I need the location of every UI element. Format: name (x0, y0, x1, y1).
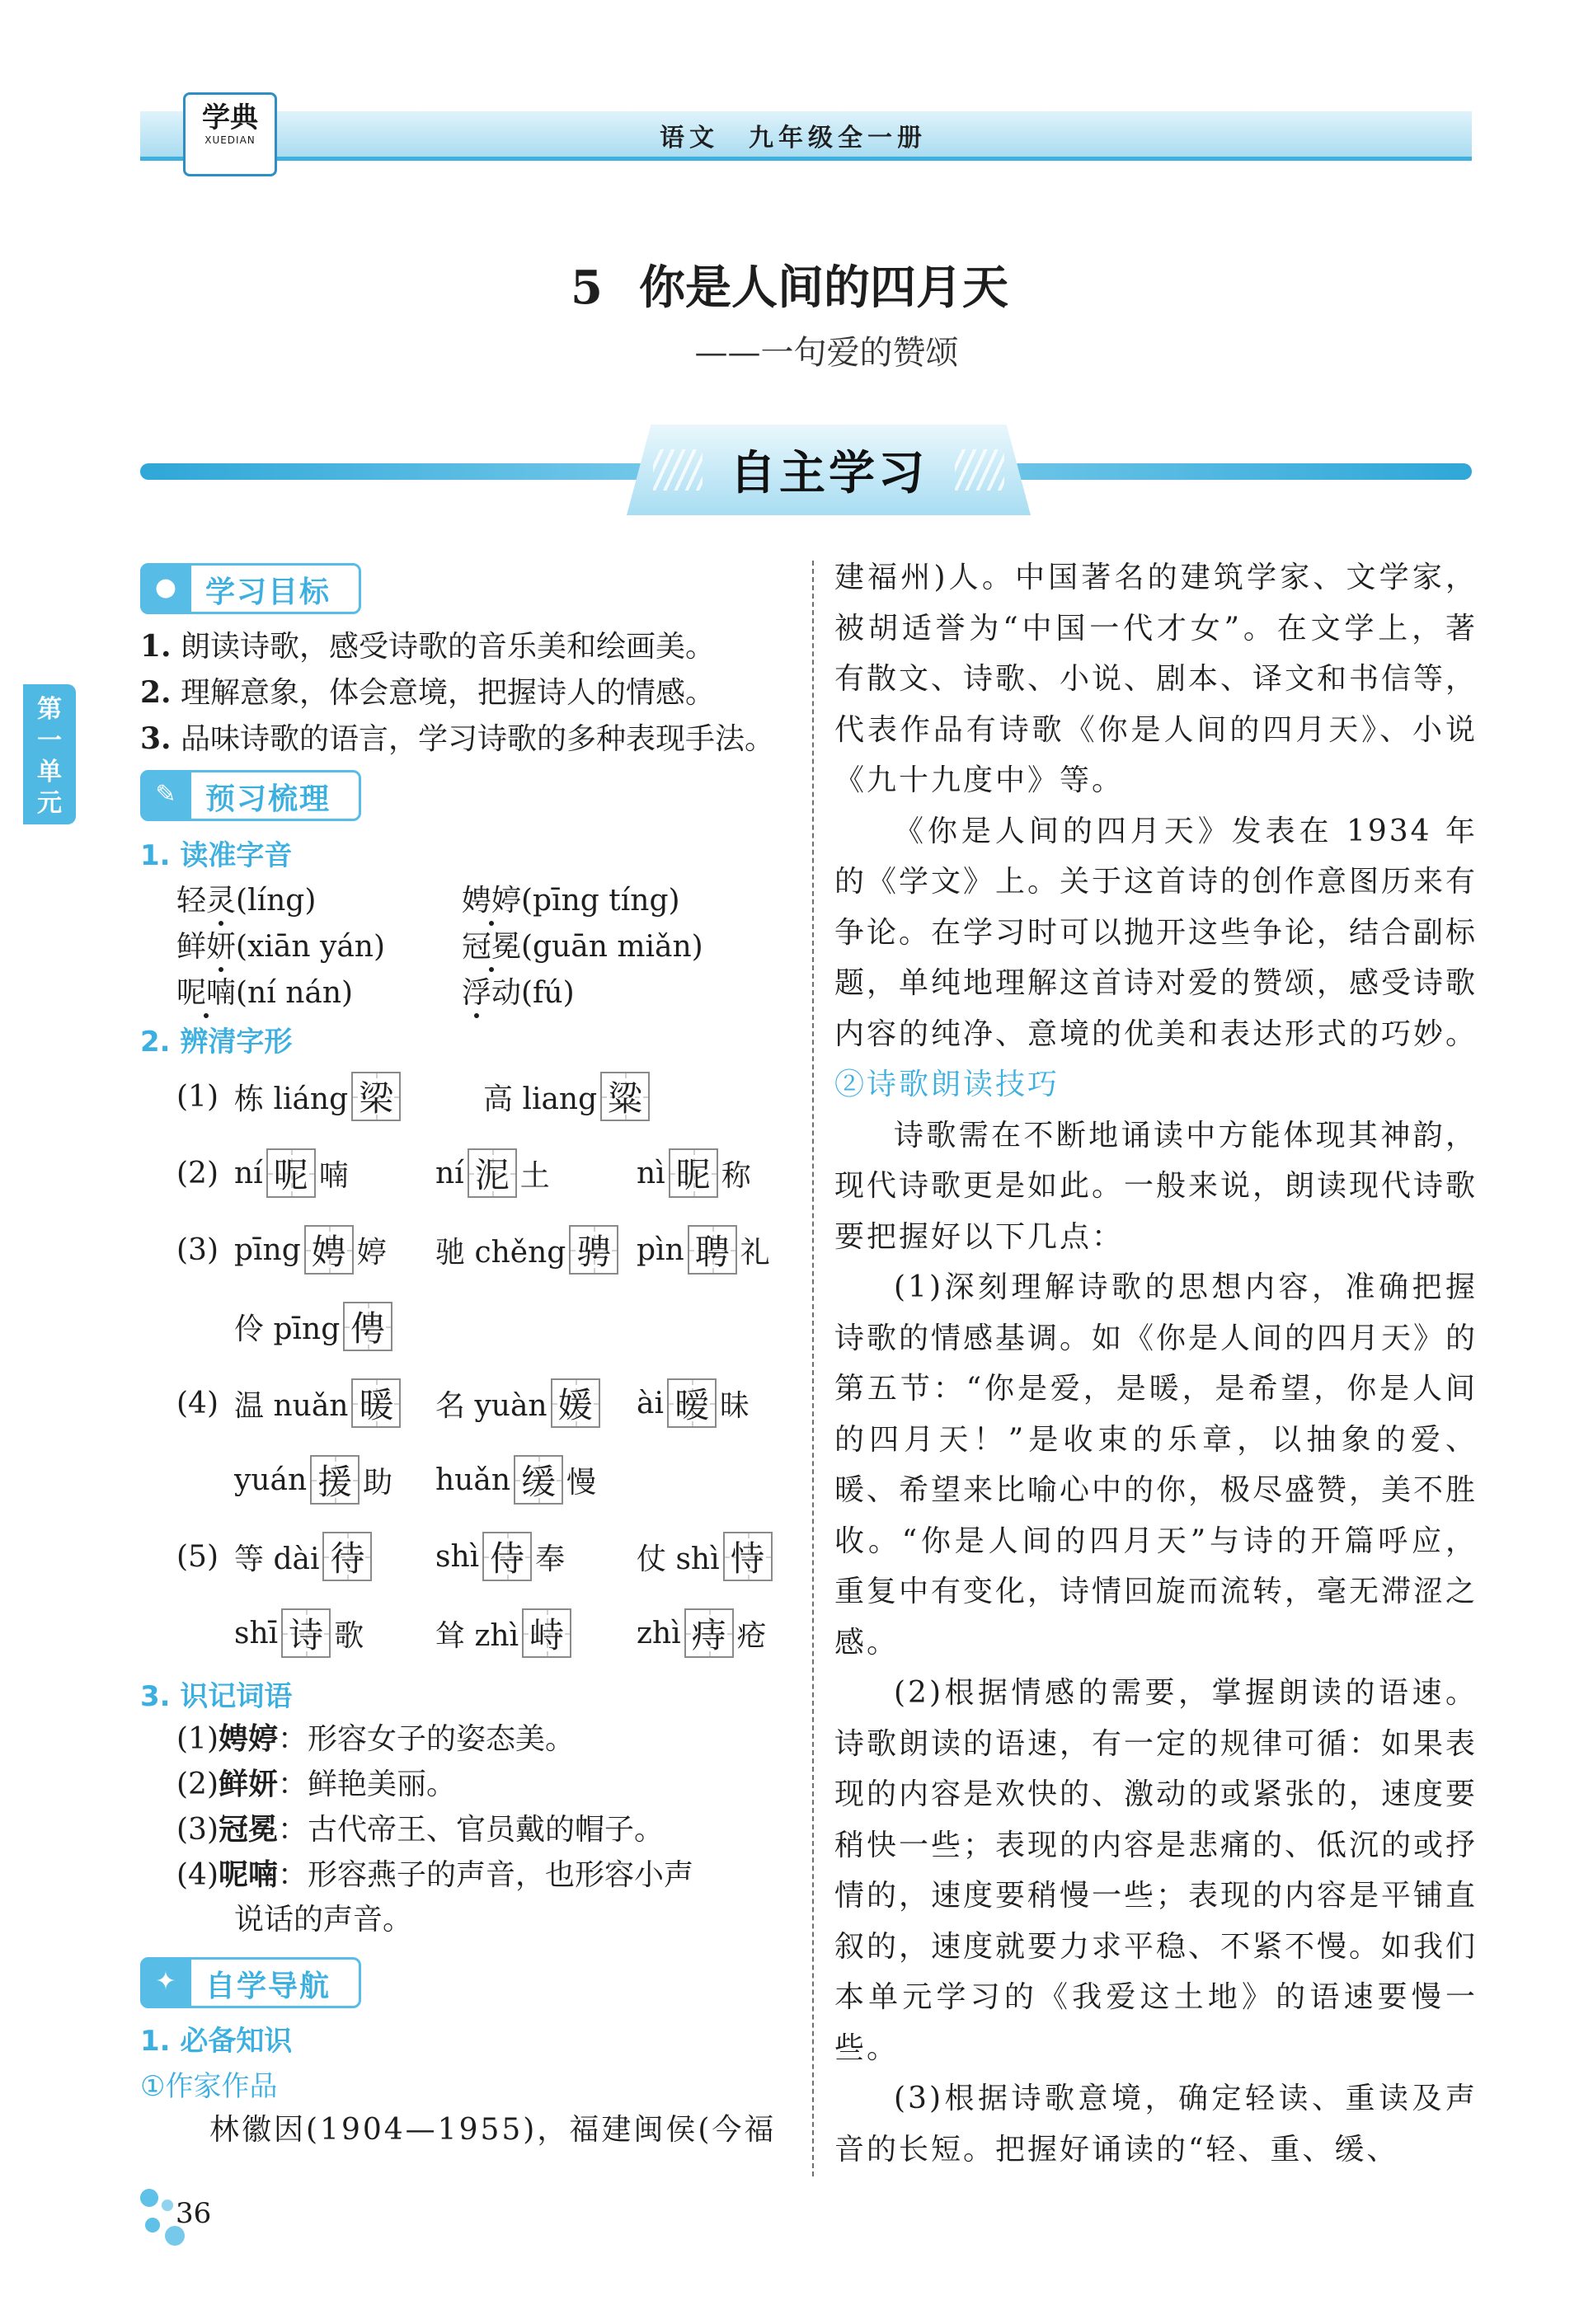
subheading-pronunciation: 1. 读准字音 (140, 839, 293, 872)
section-guide (140, 1957, 361, 2008)
section-goals (140, 563, 361, 614)
unit-tab-char: 第 (37, 695, 62, 724)
subheading-words: 3. 识记词语 (140, 1680, 293, 1713)
subheading-author: ①作家作品 (140, 2070, 278, 2103)
logo-main: 学典 (202, 101, 258, 134)
glyph-row: (4) 温 nuǎn 暖 名 yuàn 媛 ài 暧 昧 (176, 1378, 750, 1428)
goal-item: 3. 品味诗歌的语言，学习诗歌的多种表现手法。 (140, 721, 775, 756)
goal-item: 1. 朗读诗歌，感受诗歌的音乐美和绘画美。 (140, 629, 716, 664)
section-preview (140, 770, 361, 821)
pinyin-item: 冠冕(guān miǎn) (462, 930, 703, 964)
paragraph-tip-1: (1)深刻理解诗歌的思想内容，准确把握诗歌的情感基调。如《你是人间的四月天》的第五节：“你是爱，是暖，是希望，你是人间的四月天！”是收束的乐章，以抽象的爱、暖、希望来比喻心中的你，极尽盛赞，美不胜收。“你是人间的四月天”与诗的开篇呼应，重复中有变化，诗情回旋而流转，毫无滞涩之感。 (834, 1270, 1478, 1660)
student-icon: ● (140, 563, 191, 614)
word-item-continued: 说话的声音。 (234, 1903, 413, 1937)
lesson-name: 你是人间的四月天 (638, 261, 1008, 315)
bubble-decoration (145, 2218, 160, 2232)
glyph-row: (3) pīng 娉 婷 驰 chěng 骋 pìn 聘 礼 (176, 1225, 770, 1275)
glyph-row: yuán 援 助 huǎn 缓 慢 (176, 1455, 596, 1505)
lesson-title (0, 251, 1579, 317)
unit-tab (23, 684, 76, 824)
unit-tab-char: 一 (37, 726, 62, 755)
subheading-glyphs: 2. 辨清字形 (140, 1026, 293, 1059)
pinyin-item: 鲜妍(xiān yán) (176, 930, 386, 964)
page-number: 36 (176, 2197, 212, 2230)
paragraph-tip-3: (3)根据诗歌意境，确定轻读、重读及声音的长短。把握好诵读的“轻、重、缓、 (834, 2082, 1478, 2167)
right-column (834, 552, 1478, 2175)
paragraph-author: 建福州)人。中国著名的建筑学家、文学家，被胡适誉为“中国一代才女”。在文学上，著有散文、诗歌、小说、剧本、译文和书信等，代表作品有诗歌《你是人间的四月天》、小说《九十九度中》等。 (834, 561, 1478, 797)
unit-tab-char: 元 (37, 789, 62, 818)
pinyin-item: 呢喃(ní nán) (176, 976, 354, 1010)
glyph-row: (5) 等 dài 待 shì 侍 奉 仗 shì 恃 (176, 1532, 776, 1581)
column-divider (812, 561, 814, 2176)
pinyin-item: 浮动(fú) (462, 976, 575, 1010)
paragraph-reading-intro: 诗歌需在不断地诵读中方能体现其神韵，现代诗歌更是如此。一般来说，朗读现代诗歌要把握好以下几点： (834, 1118, 1478, 1254)
glyph-row: (1) 栋 liáng 梁 高 liang 粱 (176, 1072, 653, 1121)
goal-item: 2. 理解意象，体会意境，把握诗人的情感。 (140, 675, 716, 710)
section-banner: 自主学习 (730, 447, 928, 500)
word-item: (2)鲜妍：鲜艳美丽。 (176, 1767, 457, 1801)
glyph-row: 伶 pīng 俜 (176, 1302, 396, 1351)
lesson-number: 5 (571, 261, 603, 315)
publisher-logo (183, 92, 277, 176)
word-item: (3)冠冕：古代帝王、官员戴的帽子。 (176, 1812, 665, 1847)
subheading-reading-tips: ②诗歌朗读技巧 (834, 1068, 1060, 1101)
paragraph-publication: 《你是人间的四月天》发表在 1934 年的《学文》上。关于这首诗的创作意图历来有争论。在学习时可以抛开这些争论，结合副标题，单纯地理解这首诗对爱的赞颂，感受诗歌内容的纯净、意境的优美和表达形式的巧妙。 (834, 814, 1478, 1051)
author-line: 林徽因(1904—1955)，福建闽侯(今福 (209, 2113, 777, 2147)
word-item: (1)娉婷：形容女子的姿态美。 (176, 1721, 576, 1756)
bubble-decoration (162, 2200, 173, 2211)
book-title: 语文 九年级全一册 (660, 124, 927, 153)
paragraph-tip-2: (2)根据情感的需要，掌握朗读的语速。诗歌朗读的语速，有一定的规律可循：如果表现的内容是欢快的、激动的或紧张的，速度要稍快一些；表现的内容是悲痛的、低沉的或抒情的，速度要稍慢一些；表现的内容是平铺直叙的，速度就要力求平稳、不紧不慢。如我们本单元学习的《我爱这土地》的语速要慢一些。 (834, 1676, 1478, 2065)
unit-tab-char: 单 (37, 758, 62, 786)
word-item: (4)呢喃：形容燕子的声音，也形容小声 (176, 1857, 694, 1892)
pencil-icon: ✎ (140, 770, 191, 821)
lesson-subtitle: ——一句爱的赞颂 (694, 334, 959, 372)
bubble-decoration (140, 2189, 158, 2207)
section-goals-label: 学习目标 (205, 575, 331, 609)
subheading-knowledge: 1. 必备知识 (140, 2025, 293, 2058)
glyph-row: shī 诗 歌 耸 zhì 峙 zhì 痔 疮 (176, 1608, 767, 1658)
pinyin-item: 娉婷(pīng tíng) (462, 884, 680, 918)
pinyin-item: 轻灵(líng) (176, 884, 317, 918)
section-guide-label: 自学导航 (205, 1970, 331, 2003)
logo-sub: XUEDIAN (204, 134, 256, 146)
section-preview-label: 预习梳理 (205, 782, 331, 816)
glyph-row: (2) ní 呢 喃 ní 泥 土 nì 昵 称 (176, 1148, 751, 1198)
telescope-icon: ✦ (140, 1957, 191, 2008)
header-rule (140, 157, 1472, 161)
